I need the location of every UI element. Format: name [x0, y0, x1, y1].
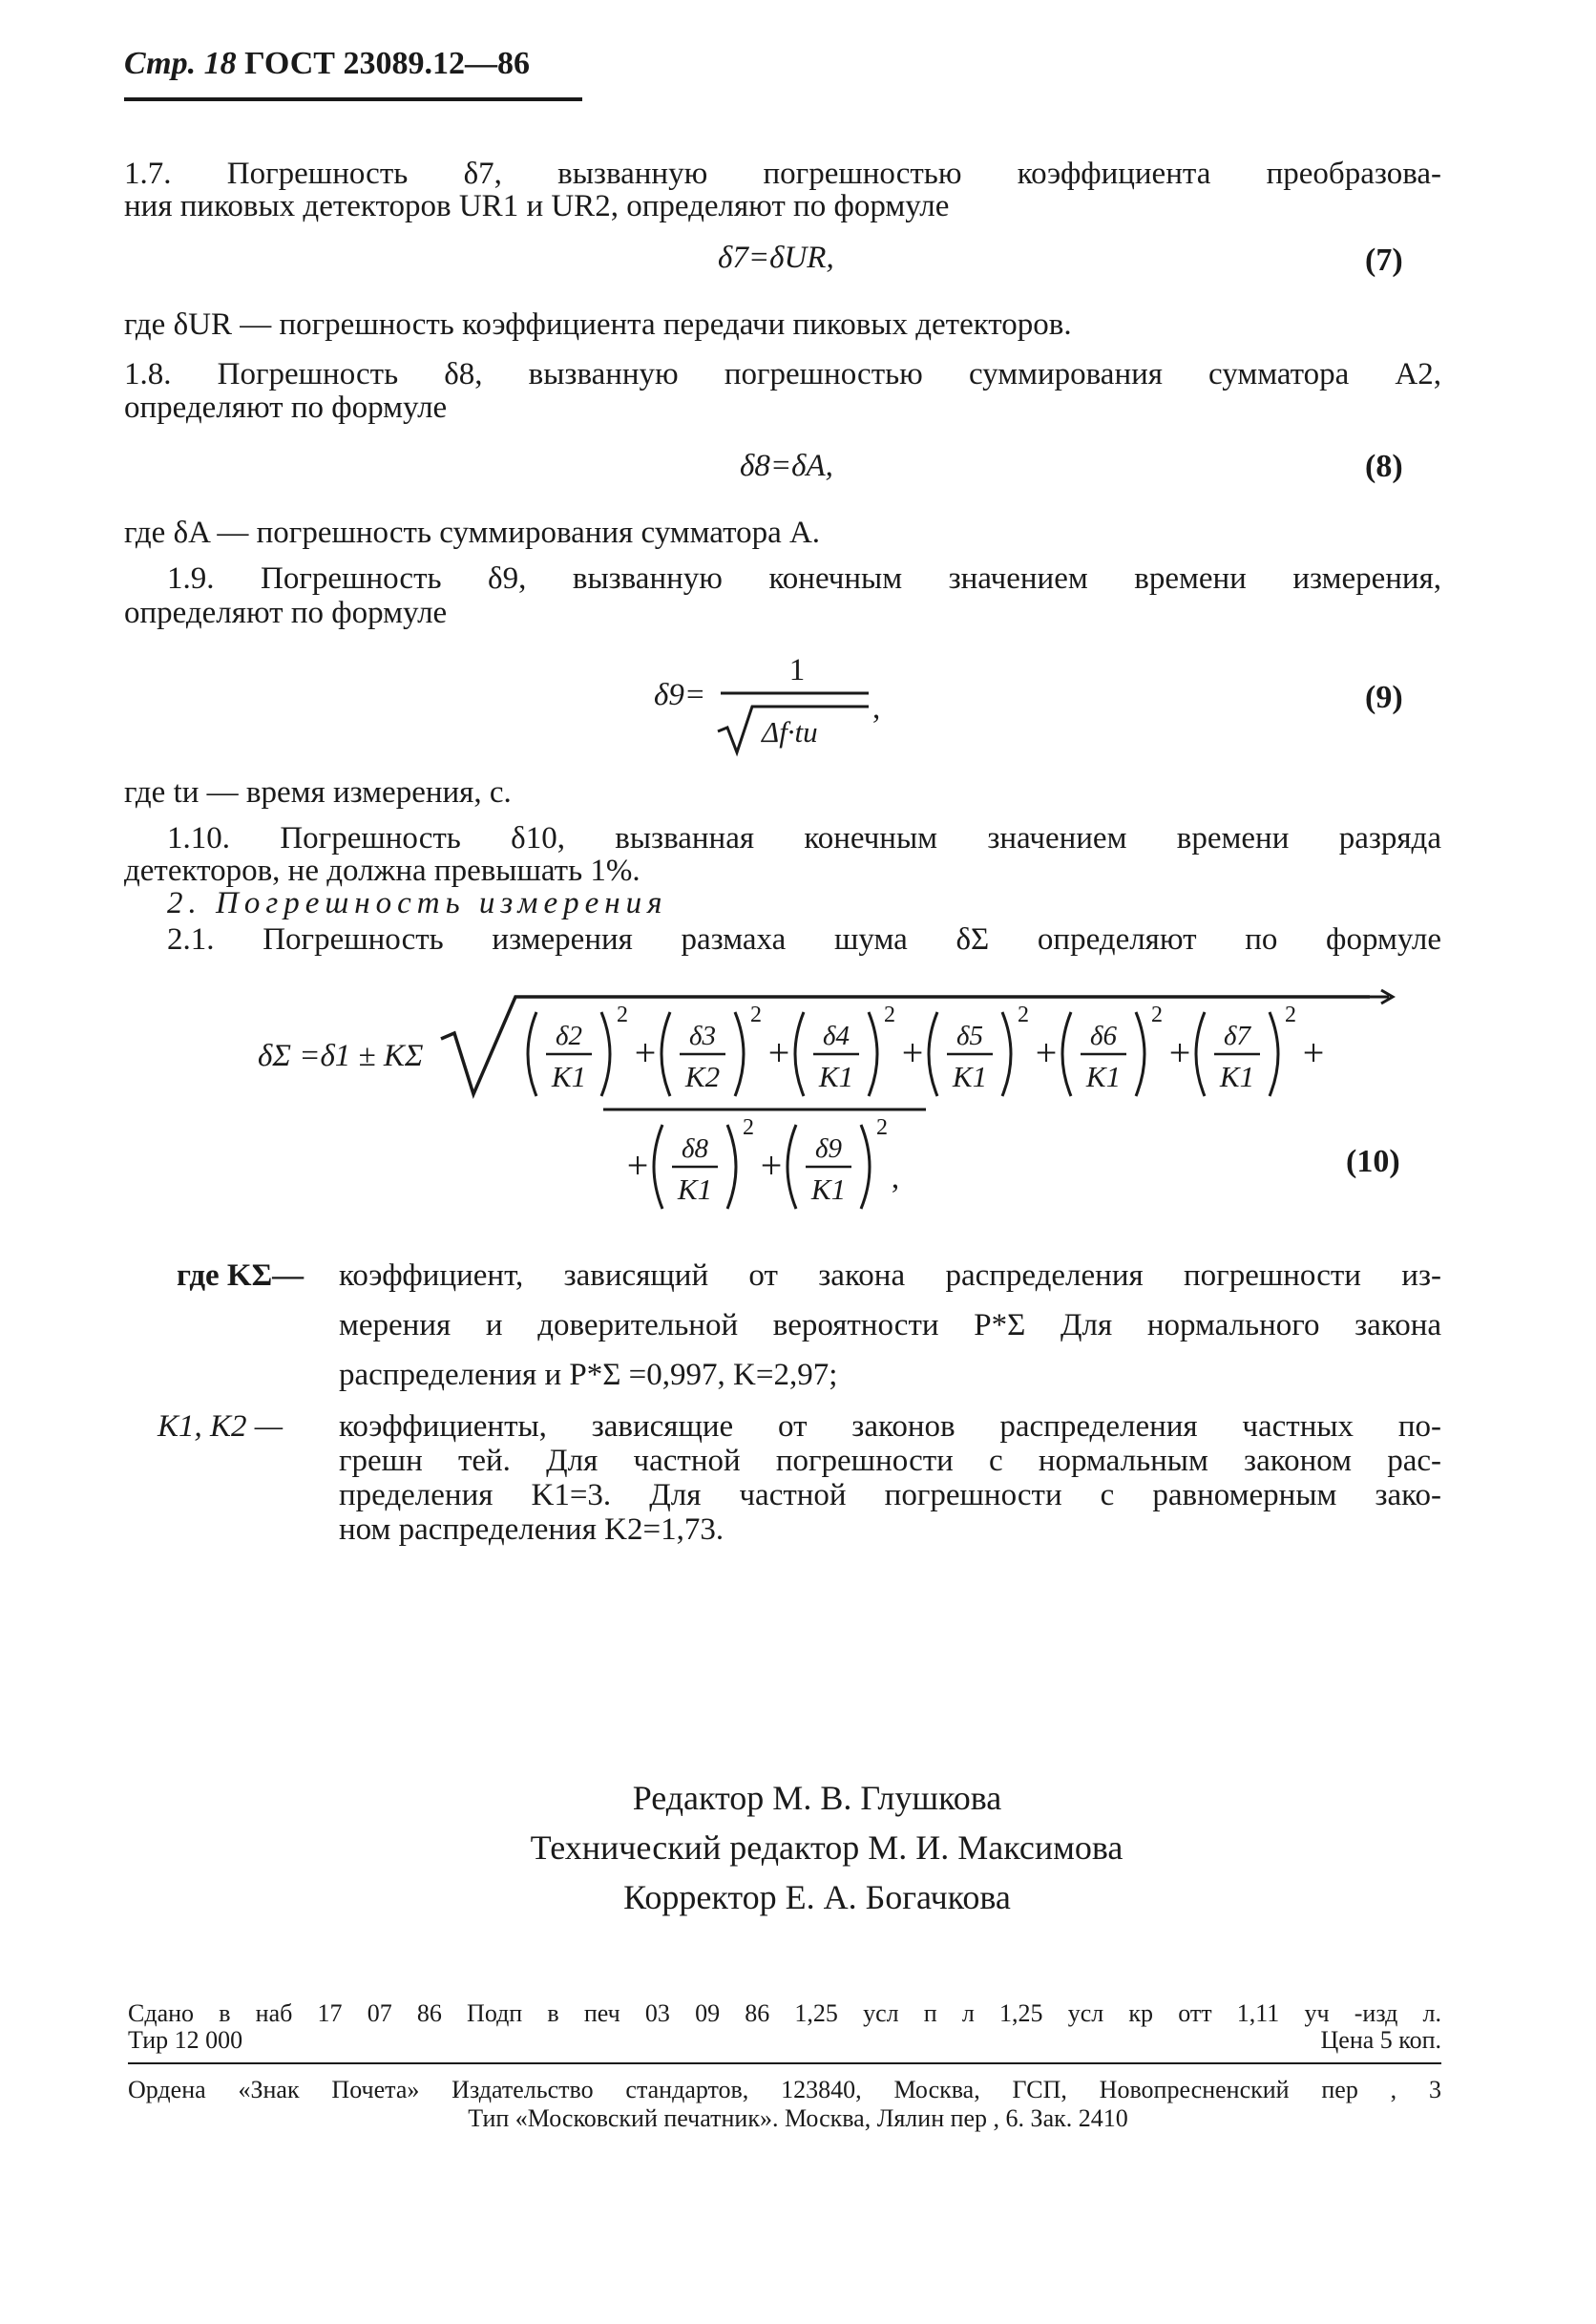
equation-10-number: (10)	[1346, 1144, 1400, 1179]
where-k12-term: K1, K2 —	[158, 1409, 284, 1444]
equation-10-term-numerator: δ6	[1090, 1021, 1117, 1051]
equation-10-term-denominator: K1	[952, 1060, 988, 1093]
equation-10-term-exponent: 2	[750, 1003, 762, 1027]
equation-10-plus-sign: +	[767, 1031, 790, 1074]
paragraph-1-10-line1: 1.10. Погрешность δ10, вызванная конечным значением времени разряда	[167, 821, 1441, 856]
header-rule	[124, 97, 582, 101]
equation-10-right-paren	[869, 1012, 877, 1096]
equation-9-number: (9)	[1365, 680, 1403, 715]
paragraph-1-8-line2: определяют по формуле	[124, 391, 448, 425]
paragraph-1-7-line1: 1.7. Погрешность δ7, вызванную погрешностью коэффициента преобразова-	[124, 157, 1441, 191]
equation-10	[229, 964, 1499, 1241]
equation-9-trailing-comma: ,	[872, 691, 881, 726]
equation-10-trailing-comma: ,	[891, 1161, 900, 1195]
credit-proofreader: Корректор Е. А. Богачкова	[623, 1878, 1011, 1916]
equation-10-trailing-plus: +	[1302, 1031, 1325, 1074]
equation-10-term-denominator: K1	[551, 1060, 587, 1093]
equation-9	[630, 640, 916, 764]
paragraph-1-9-line1: 1.9. Погрешность δ9, вызванную конечным значением времени измерения,	[167, 561, 1441, 596]
equation-10-left-paren	[528, 1012, 536, 1096]
equation-10-term-denominator: K1	[1085, 1060, 1122, 1093]
where-9: где tи — время измерения, с.	[124, 775, 512, 810]
equation-10-term-numerator: δ4	[823, 1021, 850, 1051]
equation-10-left-paren	[929, 1012, 937, 1096]
equation-10-left-paren	[1062, 1012, 1071, 1096]
equation-10-plus-sign: +	[760, 1144, 783, 1187]
where-k-sigma-term-text: где KΣ—	[177, 1258, 304, 1293]
equation-10-term-denominator: K1	[1219, 1060, 1255, 1093]
equation-10-plus-sign: +	[1035, 1031, 1058, 1074]
equation-10-term-numerator: δ3	[689, 1021, 716, 1051]
equation-10-term-numerator: δ7	[1224, 1021, 1250, 1051]
equation-10-right-paren	[861, 1125, 870, 1209]
equation-8: δ8=δA,	[740, 449, 833, 483]
equation-7: δ7=δUR,	[718, 241, 834, 275]
equation-10-term-denominator: K1	[677, 1173, 713, 1206]
where-k12-line3: пределения K1=3. Для частной погрешности с равномерным зако-	[339, 1478, 1441, 1512]
equation-10-term-numerator: δ8	[682, 1133, 708, 1164]
equation-8-number: (8)	[1365, 449, 1403, 484]
equation-10-term-exponent: 2	[743, 1115, 754, 1140]
equation-10-plus-sign: +	[1168, 1031, 1191, 1074]
where-k12-line1: коэффициенты, зависящие от законов распределения частных по-	[339, 1409, 1441, 1444]
equation-10-row-2	[627, 1115, 899, 1209]
paragraph-2-1: 2.1. Погрешность измерения размаха шума δΣ определяют по формуле	[167, 922, 1441, 957]
equation-10-row-1	[528, 1003, 1324, 1096]
paragraph-1-8-line1: 1.8. Погрешность δ8, вызванную погрешностью суммирования сумматора A2,	[124, 357, 1441, 391]
where-k12-line4: ном распределения K2=1,73.	[339, 1512, 724, 1547]
imprint-price: Цена 5 коп.	[1320, 2026, 1441, 2054]
equation-10-left-paren	[1196, 1012, 1205, 1096]
section-2-heading: 2. Погрешность измерения	[167, 886, 668, 920]
equation-10-left-paren	[795, 1012, 804, 1096]
equation-10-term-numerator: δ5	[956, 1021, 983, 1051]
equation-10-term-exponent: 2	[884, 1003, 895, 1027]
equation-10-term-denominator: K2	[684, 1060, 721, 1093]
equation-10-term-numerator: δ9	[815, 1133, 842, 1164]
imprint-circulation: Тир 12 000	[128, 2026, 243, 2054]
equation-10-term-denominator: K1	[810, 1173, 847, 1206]
equation-10-term-exponent: 2	[1285, 1003, 1296, 1027]
page-header	[124, 46, 530, 82]
where-7: где δUR — погрешность коэффициента передачи пиковых детекторов.	[124, 307, 1072, 342]
paragraph-1-9-line2: определяют по формуле	[124, 596, 448, 630]
equation-10-plus-sign: +	[626, 1144, 649, 1187]
equation-10-left-paren	[662, 1012, 670, 1096]
equation-10-left-paren	[654, 1125, 662, 1209]
where-k-sigma-line1: коэффициент, зависящий от закона распределения погрешности из-	[339, 1258, 1441, 1293]
imprint-printer: Тип «Московский печатник». Москва, Лялин пер , 6. Зак. 2410	[468, 2104, 1128, 2132]
where-8: где δA — погрешность суммирования сумматора A.	[124, 516, 821, 550]
paragraph-1-7-line2: ния пиковых детекторов UR1 и UR2, определяют по формуле	[124, 189, 950, 223]
equation-9-numerator: 1	[788, 653, 806, 687]
imprint-rule	[128, 2062, 1441, 2064]
imprint-publisher: Ордена «Знак Почета» Издательство стандартов, 123840, Москва, ГСП, Новопресненский пер , 3	[128, 2076, 1441, 2103]
where-k-sigma-line3: распределения и P*Σ =0,997, K=2,97;	[339, 1358, 838, 1392]
credit-editor: Редактор М. В. Глушкова	[632, 1779, 1002, 1817]
equation-10-term-exponent: 2	[876, 1115, 888, 1140]
equation-10-left-paren	[788, 1125, 796, 1209]
where-k12-line2: грешн тей. Для частной погрешности с нормальным законом рас-	[339, 1444, 1441, 1478]
equation-10-right-paren	[601, 1012, 610, 1096]
equation-10-term-numerator: δ2	[556, 1021, 582, 1051]
credit-tech-editor: Технический редактор М. И. Максимова	[530, 1828, 1124, 1867]
page-label: Стр. 18	[124, 46, 237, 81]
equation-9-lhs: δ9=	[654, 678, 706, 712]
equation-10-term-exponent: 2	[617, 1003, 628, 1027]
equation-10-term-denominator: K1	[818, 1060, 854, 1093]
equation-10-right-paren	[735, 1012, 744, 1096]
paragraph-1-10-line2: детекторов, не должна превышать 1%.	[124, 854, 640, 888]
where-k-sigma-term	[177, 1258, 304, 1293]
equation-10-lhs: δΣ =δ1 ± KΣ	[258, 1039, 424, 1073]
equation-10-right-paren	[727, 1125, 736, 1209]
equation-10-right-paren	[1270, 1012, 1278, 1096]
equation-10-term-exponent: 2	[1151, 1003, 1163, 1027]
equation-10-term-exponent: 2	[1018, 1003, 1029, 1027]
equation-7-number: (7)	[1365, 243, 1403, 278]
imprint-line1: Сдано в наб 17 07 86 Подп в печ 03 09 86 1,25 усл п л 1,25 усл кр отт 1,11 уч -изд л.	[128, 1999, 1441, 2027]
equation-10-right-paren	[1002, 1012, 1011, 1096]
where-k-sigma-line2: мерения и доверительной вероятности P*Σ Для нормального закона	[339, 1308, 1441, 1342]
equation-10-plus-sign: +	[634, 1031, 657, 1074]
equation-10-right-paren	[1136, 1012, 1144, 1096]
equation-9-radicand: Δf·tи	[762, 715, 818, 749]
standard-number: ГОСТ 23089.12—86	[244, 46, 530, 81]
equation-10-plus-sign: +	[901, 1031, 924, 1074]
equation-10-continuation-arrow	[1370, 990, 1393, 1004]
